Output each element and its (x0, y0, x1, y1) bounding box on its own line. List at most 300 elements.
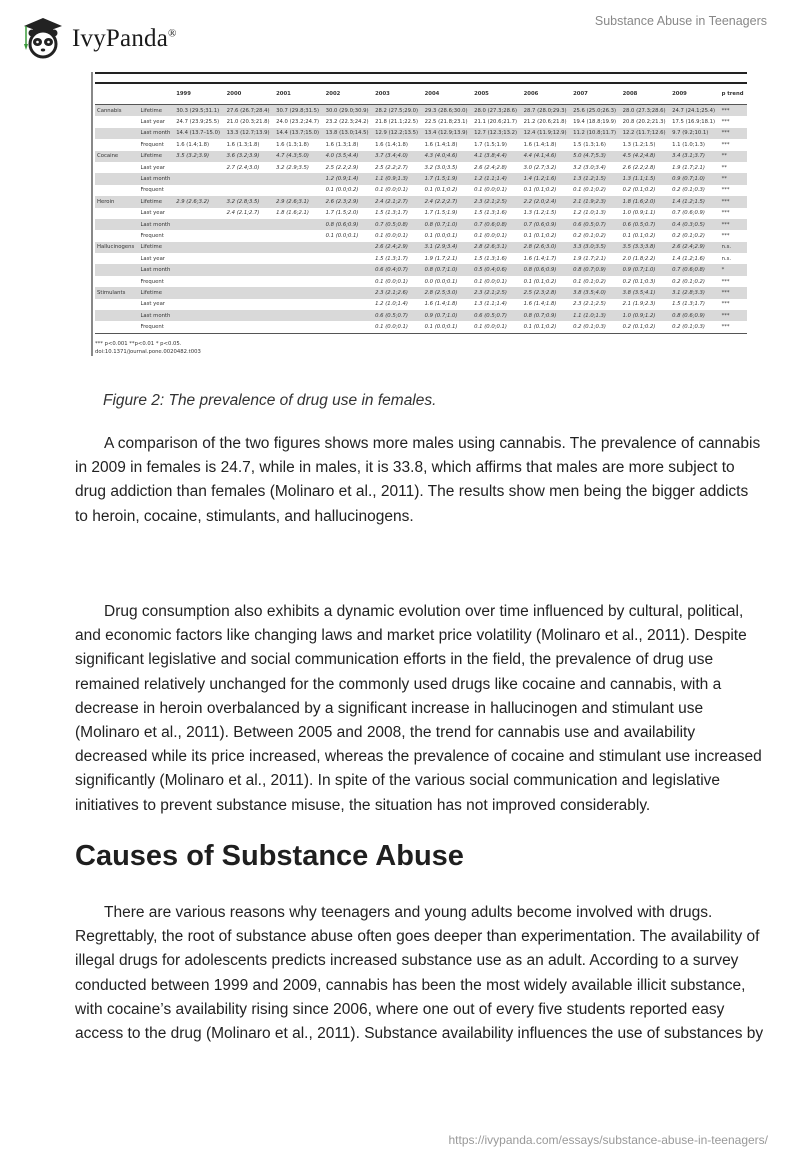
value-cell (274, 230, 324, 241)
p-trend-cell: *** (720, 196, 747, 207)
value-cell: 3.0 (2.7;3.2) (523, 164, 557, 171)
drug-cell (95, 299, 138, 310)
value-cell: 2.8 (2.6;3.0) (522, 242, 572, 253)
value-cell (274, 173, 324, 184)
value-cell (174, 287, 224, 298)
table-row (95, 151, 747, 162)
p-trend-cell: *** (720, 321, 747, 333)
value-cell: 17.5 (16.9;18.1) (672, 119, 716, 126)
value-cell: 1.6 (1.3;1.8) (325, 141, 359, 148)
measure-cell: Last month (138, 173, 174, 184)
drug-cell: Cocaine (95, 151, 138, 162)
value-cell: 0.0 (0.0;0.1) (424, 278, 458, 285)
value-cell: 2.9 (2.6;3.2) (174, 196, 224, 207)
value-cell: 1.6 (1.4;1.7) (523, 255, 557, 262)
measure-cell: Frequent (140, 278, 164, 285)
value-cell (274, 287, 324, 298)
value-cell: 1.7 (1.5;1.9) (423, 173, 473, 184)
value-cell: 3.6 (3.2;3.9) (225, 151, 275, 162)
value-cell (274, 185, 324, 196)
value-cell: 3.2 (3.0;3.5) (424, 164, 458, 171)
value-cell: 2.0 (1.8;2.2) (622, 255, 656, 262)
value-cell: 0.7 (0.5;0.8) (373, 219, 423, 230)
table-row (95, 230, 747, 241)
value-cell: 3.2 (3.0;3.4) (573, 164, 606, 171)
p-trend-cell: * (720, 264, 747, 275)
value-cell (174, 264, 224, 275)
value-cell: 0.1 (0.0;0.1) (375, 232, 408, 239)
value-cell (324, 287, 374, 298)
value-cell: 1.9 (1.7;2.1) (424, 255, 458, 262)
value-cell (225, 173, 275, 184)
value-cell (174, 299, 224, 310)
value-cell: 0.1 (0.0;0.1) (424, 232, 458, 239)
value-cell: 2.4 (2.2;2.7) (423, 196, 473, 207)
value-cell: 19.4 (18.8;19.9) (573, 119, 617, 126)
value-cell: 2.6 (2.3;2.9) (324, 196, 374, 207)
value-cell: 0.8 (0.7;0.9) (571, 264, 621, 275)
value-cell: 0.8 (0.7;0.9) (522, 310, 572, 321)
value-cell: 24.0 (23.2;24.7) (276, 119, 320, 126)
value-cell: 0.1 (0.0;0.1) (474, 278, 507, 285)
value-cell (174, 321, 224, 333)
value-cell: 30.3 (29.5;31.1) (174, 105, 224, 117)
measure-cell: Lifetime (138, 196, 174, 207)
column-header: 2006 (522, 83, 572, 105)
value-cell: 25.6 (25.0;26.3) (571, 105, 621, 117)
value-cell: 2.4 (2.1;2.7) (226, 210, 260, 217)
measure-cell: Frequent (140, 187, 164, 194)
value-cell: 0.2 (0.1;0.3) (571, 321, 621, 333)
value-cell: 0.2 (0.1;0.2) (573, 232, 606, 239)
value-cell: 0.1 (0.1;0.2) (573, 278, 606, 285)
table-row (95, 287, 747, 298)
brand-name: IvyPanda® (72, 25, 177, 52)
p-trend-cell: *** (721, 301, 730, 308)
value-cell: 1.3 (1.2;1.5) (571, 173, 621, 184)
value-cell: 0.1 (0.1;0.2) (622, 232, 656, 239)
value-cell: 2.8 (2.6;3.1) (472, 242, 522, 253)
value-cell: 4.1 (3.8;4.4) (472, 151, 522, 162)
value-cell (324, 253, 374, 264)
value-cell: 1.1 (1.0;1.3) (672, 141, 705, 148)
value-cell: 23.2 (22.3;24.2) (325, 119, 369, 126)
value-cell: 1.0 (0.9;1.2) (621, 310, 671, 321)
value-cell: 28.2 (27.5;29.0) (373, 105, 423, 117)
value-cell (225, 287, 275, 298)
table-row (95, 196, 747, 207)
drug-cell: Heroin (95, 196, 138, 207)
value-cell: 1.1 (0.9;1.3) (373, 173, 423, 184)
measure-cell: Last month (138, 219, 174, 230)
value-cell: 24.7 (24.1;25.4) (670, 105, 720, 117)
value-cell (274, 253, 324, 264)
value-cell: 1.7 (1.5;1.9) (474, 141, 507, 148)
value-cell: 30.0 (29.0;30.9) (324, 105, 374, 117)
value-cell: 0.8 (0.7;1.0) (423, 264, 473, 275)
table-row (95, 321, 747, 333)
p-trend-cell: *** (721, 141, 730, 148)
drug-cell: Stimulants (95, 287, 138, 298)
value-cell: 2.8 (2.5;3.0) (423, 287, 473, 298)
value-cell: 0.7 (0.6;0.8) (670, 264, 720, 275)
value-cell: 2.6 (2.4;2.9) (670, 242, 720, 253)
value-cell (174, 208, 224, 219)
value-cell: 4.0 (3.5;4.4) (324, 151, 374, 162)
value-cell: 3.3 (3.0;3.5) (571, 242, 621, 253)
value-cell: 21.0 (20.3;21.8) (226, 119, 270, 126)
value-cell: 0.1 (0.1;0.2) (424, 187, 458, 194)
value-cell: 28.0 (27.3;28.6) (621, 105, 671, 117)
paragraph-causes: There are various reasons why teenagers and young adults become involved with drugs. Regrettably, the root of substance abuse often goes deeper than experimentation. The availability of illegal drugs for adolescents predicts increased substance use as an adult. According to a survey conducted between 1999 and 2009, cannabis has been the most widely available illicit substance, with cocaine’s availability rising since 2006, where one out of every five students reported easy access to the drug (Molinaro et al., 2011). Substance availability influences the use of substances by (75, 904, 764, 1043)
value-cell: 2.5 (2.2;2.9) (325, 164, 359, 171)
p-trend-cell: *** (721, 278, 730, 285)
value-cell: 2.9 (2.6;3.1) (274, 196, 324, 207)
value-cell: 1.5 (1.3;1.7) (375, 255, 408, 262)
value-cell: 0.2 (0.1;0.2) (672, 232, 705, 239)
value-cell: 0.1 (0.1;0.2) (523, 278, 557, 285)
value-cell: 1.6 (1.4;1.8) (523, 301, 557, 308)
p-trend-cell: *** (720, 287, 747, 298)
table-row (95, 116, 747, 127)
value-cell: 1.6 (1.4;1.8) (375, 141, 408, 148)
value-cell: 1.2 (1.1;1.4) (472, 173, 522, 184)
value-cell: 30.7 (29.8;31.5) (274, 105, 324, 117)
value-cell: 0.1 (0.0;0.1) (474, 232, 507, 239)
value-cell: 9.7 (9.2;10.1) (670, 128, 720, 139)
value-cell: 21.2 (20.6;21.8) (523, 119, 567, 126)
value-cell (274, 321, 324, 333)
p-trend-cell: *** (721, 232, 730, 239)
value-cell: 3.8 (3.5;4.1) (621, 287, 671, 298)
value-cell: 1.5 (1.3;1.6) (474, 255, 507, 262)
table-row (95, 139, 747, 150)
value-cell: 1.2 (1.0;1.3) (573, 210, 606, 217)
value-cell: 1.1 (1.0;1.3) (571, 310, 621, 321)
table-row (95, 105, 747, 117)
p-trend-cell: *** (720, 105, 747, 117)
table-row (95, 264, 747, 275)
value-cell (174, 173, 224, 184)
value-cell: 4.4 (4.1;4.6) (522, 151, 572, 162)
value-cell: 1.9 (1.7;2.1) (672, 164, 705, 171)
drug-cell (95, 264, 138, 275)
value-cell: 12.7 (12.3;13.2) (472, 128, 522, 139)
value-cell: 0.8 (0.6;0.9) (522, 264, 572, 275)
figure-caption: Figure 2: The prevalence of drug use in females. (103, 392, 437, 409)
value-cell (324, 321, 374, 333)
value-cell: 0.6 (0.4;0.7) (373, 264, 423, 275)
value-cell: 1.6 (1.4;1.8) (424, 301, 458, 308)
drug-cell (95, 185, 138, 196)
value-cell: 5.0 (4.7;5.3) (571, 151, 621, 162)
value-cell (274, 310, 324, 321)
measure-cell: Last year (140, 255, 165, 262)
value-cell: 0.1 (0.1;0.2) (523, 187, 557, 194)
column-header: 2005 (472, 83, 522, 105)
value-cell: 0.1 (0.0;0.1) (375, 187, 408, 194)
significance-legend: *** p<0.001 **p<0.01 * p<0.05. (95, 340, 182, 347)
value-cell: 0.8 (0.6;0.9) (670, 310, 720, 321)
measure-cell: Last year (140, 119, 165, 126)
value-cell: 0.7 (0.6;0.9) (522, 219, 572, 230)
table-note (95, 340, 753, 356)
value-cell: 14.4 (13.7;15.0) (274, 128, 324, 139)
measure-cell: Lifetime (138, 287, 174, 298)
value-cell: 0.1 (0.0;0.1) (373, 321, 423, 333)
value-cell: 12.2 (11.7;12.6) (621, 128, 671, 139)
measure-cell: Frequent (138, 321, 174, 333)
table-header-row (95, 83, 747, 105)
value-cell: 0.2 (0.1;0.3) (672, 187, 705, 194)
measure-cell: Last year (140, 301, 165, 308)
drug-cell: Cannabis (95, 105, 138, 117)
value-cell (324, 276, 374, 287)
column-header (138, 83, 174, 105)
value-cell: 0.1 (0.0;0.1) (375, 278, 408, 285)
value-cell (174, 185, 224, 196)
value-cell: 1.3 (1.1;1.4) (474, 301, 507, 308)
table-row (95, 208, 747, 219)
value-cell: 0.2 (0.1;0.2) (672, 278, 705, 285)
value-cell (274, 276, 324, 287)
measure-cell: Frequent (140, 141, 164, 148)
column-header: 2008 (621, 83, 671, 105)
p-trend-cell: ** (720, 173, 747, 184)
p-trend-cell: *** (720, 219, 747, 230)
value-cell: 1.9 (1.7;2.1) (573, 255, 606, 262)
value-cell: 1.6 (1.4;1.8) (523, 141, 557, 148)
drug-cell (95, 162, 138, 173)
drug-cell (95, 128, 138, 139)
value-cell: 0.2 (0.1;0.2) (622, 187, 656, 194)
value-cell: 2.3 (2.1;2.5) (573, 301, 606, 308)
drug-cell (95, 310, 138, 321)
value-cell: 0.6 (0.5;0.7) (373, 310, 423, 321)
value-cell: 2.3 (2.1;2.5) (472, 287, 522, 298)
value-cell: 0.1 (0.1;0.2) (522, 321, 572, 333)
measure-cell: Last year (140, 210, 165, 217)
value-cell (225, 264, 275, 275)
measure-cell: Lifetime (138, 242, 174, 253)
value-cell (225, 185, 275, 196)
column-header: 2007 (571, 83, 621, 105)
value-cell: 4.3 (4.0;4.6) (423, 151, 473, 162)
value-cell: 1.5 (1.3;1.6) (474, 210, 507, 217)
value-cell: 2.4 (2.1;2.7) (373, 196, 423, 207)
p-trend-cell: *** (721, 119, 730, 126)
value-cell: 20.8 (20.2;21.3) (622, 119, 666, 126)
table-row (95, 276, 747, 287)
table-row (95, 310, 747, 321)
value-cell: 28.0 (27.3;28.6) (472, 105, 522, 117)
value-cell: 0.1 (0.1;0.2) (523, 232, 557, 239)
value-cell: 0.8 (0.7;1.0) (423, 219, 473, 230)
drug-cell (95, 116, 138, 127)
value-cell: 1.3 (1.2;1.5) (622, 141, 656, 148)
value-cell (274, 219, 324, 230)
value-cell: 3.8 (3.5;4.0) (571, 287, 621, 298)
value-cell (174, 219, 224, 230)
value-cell: 11.2 (10.8;11.7) (571, 128, 621, 139)
measure-cell: Frequent (140, 232, 164, 239)
drug-cell (95, 173, 138, 184)
value-cell: 1.5 (1.3;1.6) (573, 141, 606, 148)
document-title: Substance Abuse in Teenagers (594, 14, 767, 28)
doi-reference: doi:10.1371/journal.pone.0020482.t003 (95, 348, 201, 355)
value-cell: 13.3 (12.7;13.9) (225, 128, 275, 139)
paragraph-dynamic-evolution: Drug consumption also exhibits a dynamic evolution over time influenced by cultural, political, and economic factors like changing laws and market price volatility (Molinaro et al., 2011). Despite significant legislative and social communication efforts in the field, the prevalence of drug use remained relatively unchanged for the commonly used drugs like cocaine and cannabis, with a decrease in heroin overbalanced by a significant increase in hallucinogen and stimulant use (Molinaro et al., 2011). Between 2005 and 2008, the trend for cannabis use and availability decreased while its price increased, whereas the prevalence of cocaine and stimulant use increased significantly (Molinaro et al., 2011). In spite of the various social communication and legislative initiatives to prevent substance misuse, the situation has not improved considerably. (75, 603, 762, 814)
table-row (95, 128, 747, 139)
panda-graduate-icon (18, 10, 68, 60)
value-cell: 1.4 (1.2;1.6) (522, 173, 572, 184)
value-cell: 0.2 (0.1;0.3) (670, 321, 720, 333)
value-cell: 2.3 (2.1;2.5) (472, 196, 522, 207)
table-row (95, 253, 747, 264)
ivypanda-logo[interactable] (18, 10, 177, 60)
drug-cell (95, 208, 138, 219)
column-header: 2001 (274, 83, 324, 105)
value-cell: 21.1 (20.6;21.7) (474, 119, 518, 126)
value-cell: 1.6 (1.3;1.8) (226, 141, 260, 148)
drug-cell (95, 321, 138, 333)
value-cell (174, 162, 224, 173)
table-row (95, 219, 747, 230)
value-cell: 2.6 (2.2;2.8) (622, 164, 656, 171)
value-cell: 0.9 (0.7;1.0) (670, 173, 720, 184)
measure-cell: Last month (138, 128, 174, 139)
prevalence-table (95, 72, 747, 334)
value-cell: 1.2 (1.0;1.4) (375, 301, 408, 308)
value-cell: 1.7 (1.5;1.9) (424, 210, 458, 217)
p-trend-cell: n.s. (720, 242, 747, 253)
drug-cell (95, 253, 138, 264)
measure-cell: Lifetime (138, 151, 174, 162)
measure-cell: Last month (138, 310, 174, 321)
table-row (95, 173, 747, 184)
value-cell: 21.8 (21.1;22.5) (375, 119, 419, 126)
value-cell: 0.9 (0.7;1.0) (621, 264, 671, 275)
value-cell: 0.2 (0.1;0.2) (621, 321, 671, 333)
value-cell: 0.1 (0.0;0.2) (325, 187, 359, 194)
value-cell: 0.6 (0.5;0.7) (472, 310, 522, 321)
value-cell: 1.6 (1.4;1.8) (424, 141, 458, 148)
value-cell (324, 264, 374, 275)
value-cell: 1.4 (1.2;1.5) (670, 196, 720, 207)
value-cell: 1.8 (1.6;2.1) (276, 210, 309, 217)
p-trend-cell: *** (721, 210, 730, 217)
value-cell: 24.7 (23.9;25.5) (176, 119, 220, 126)
measure-cell: Last year (140, 164, 165, 171)
value-cell: 12.9 (12.2;13.5) (373, 128, 423, 139)
page-header (0, 0, 800, 70)
value-cell: 2.5 (2.3;2.8) (522, 287, 572, 298)
drug-cell: Hallucinogens (95, 242, 138, 253)
value-cell: 2.2 (2.0;2.4) (522, 196, 572, 207)
value-cell: 1.6 (1.4;1.8) (176, 141, 210, 148)
value-cell: 13.8 (13.0;14.5) (324, 128, 374, 139)
value-cell: 3.1 (2.9;3.4) (423, 242, 473, 253)
value-cell: 3.2 (2.8;3.5) (225, 196, 275, 207)
value-cell (274, 242, 324, 253)
value-cell: 2.1 (1.9;2.3) (622, 301, 656, 308)
paragraph-comparison: A comparison of the two figures shows more males using cannabis. The prevalence of cannabis in 2009 in females is 24.7, while in males, it is 33.8, which affirms that males are more subject to drug addiction than females (Molinaro et al., 2011). The results show men being the bigger addicts to heroin, cocaine, stimulants, and hallucinogens. (75, 435, 761, 525)
value-cell: 0.6 (0.5;0.7) (621, 219, 671, 230)
value-cell: 1.4 (1.2;1.6) (672, 255, 705, 262)
value-cell (225, 242, 275, 253)
value-cell: 28.7 (28.0;29.3) (522, 105, 572, 117)
p-trend-cell: *** (720, 310, 747, 321)
value-cell: 0.1 (0.1;0.2) (573, 187, 606, 194)
value-cell: 1.0 (0.9;1.1) (622, 210, 656, 217)
column-header: 2003 (373, 83, 423, 105)
value-cell (324, 242, 374, 253)
table-row (95, 242, 747, 253)
value-cell (225, 276, 275, 287)
value-cell: 4.5 (4.2;4.8) (621, 151, 671, 162)
value-cell (225, 299, 275, 310)
value-cell: 3.2 (2.9;3.5) (276, 164, 309, 171)
prevalence-table-figure (91, 72, 753, 356)
value-cell: 1.2 (0.9;1.4) (324, 173, 374, 184)
value-cell (225, 310, 275, 321)
drug-cell (95, 230, 138, 241)
column-header: 2000 (225, 83, 275, 105)
section-heading: Causes of Substance Abuse (75, 840, 464, 872)
value-cell: 0.9 (0.7;1.0) (423, 310, 473, 321)
value-cell: 3.1 (2.8;3.3) (670, 287, 720, 298)
value-cell (324, 299, 374, 310)
p-trend-cell: *** (721, 187, 730, 194)
p-trend-cell: ** (721, 164, 727, 171)
value-cell: 0.5 (0.4;0.6) (472, 264, 522, 275)
value-cell: 0.7 (0.6;0.9) (672, 210, 705, 217)
column-header: 2009 (670, 83, 720, 105)
value-cell (225, 230, 275, 241)
value-cell: 0.8 (0.6;0.9) (324, 219, 374, 230)
value-cell: 1.6 (1.3;1.8) (276, 141, 309, 148)
value-cell: 29.3 (28.6;30.0) (423, 105, 473, 117)
value-cell: 3.4 (3.1;3.7) (670, 151, 720, 162)
measure-cell: Last month (138, 264, 174, 275)
column-header: p trend (720, 83, 747, 105)
p-trend-cell: n.s. (721, 255, 732, 262)
drug-cell (95, 139, 138, 150)
value-cell: 1.3 (1.2;1.5) (523, 210, 557, 217)
value-cell (174, 242, 224, 253)
value-cell: 3.7 (3.4;4.0) (373, 151, 423, 162)
value-cell: 1.5 (1.3;1.7) (375, 210, 408, 217)
value-cell: 1.3 (1.1;1.5) (621, 173, 671, 184)
column-header: 2004 (423, 83, 473, 105)
column-header: 1999 (174, 83, 224, 105)
table-row (95, 162, 747, 173)
table-row (95, 185, 747, 196)
value-cell (174, 276, 224, 287)
value-cell: 2.5 (2.2;2.7) (375, 164, 408, 171)
value-cell: 13.4 (12.9;13.9) (423, 128, 473, 139)
value-cell: 2.6 (2.4;2.8) (474, 164, 507, 171)
value-cell (274, 299, 324, 310)
value-cell: 0.1 (0.0;0.1) (472, 321, 522, 333)
value-cell: 1.7 (1.5;2.0) (325, 210, 359, 217)
p-trend-cell: *** (720, 128, 747, 139)
value-cell (225, 219, 275, 230)
table-row (95, 299, 747, 310)
value-cell: 3.5 (3.2;3.9) (174, 151, 224, 162)
value-cell (324, 310, 374, 321)
source-url[interactable]: https://ivypanda.com/essays/substance-abuse-in-teenagers/ (448, 1133, 768, 1147)
